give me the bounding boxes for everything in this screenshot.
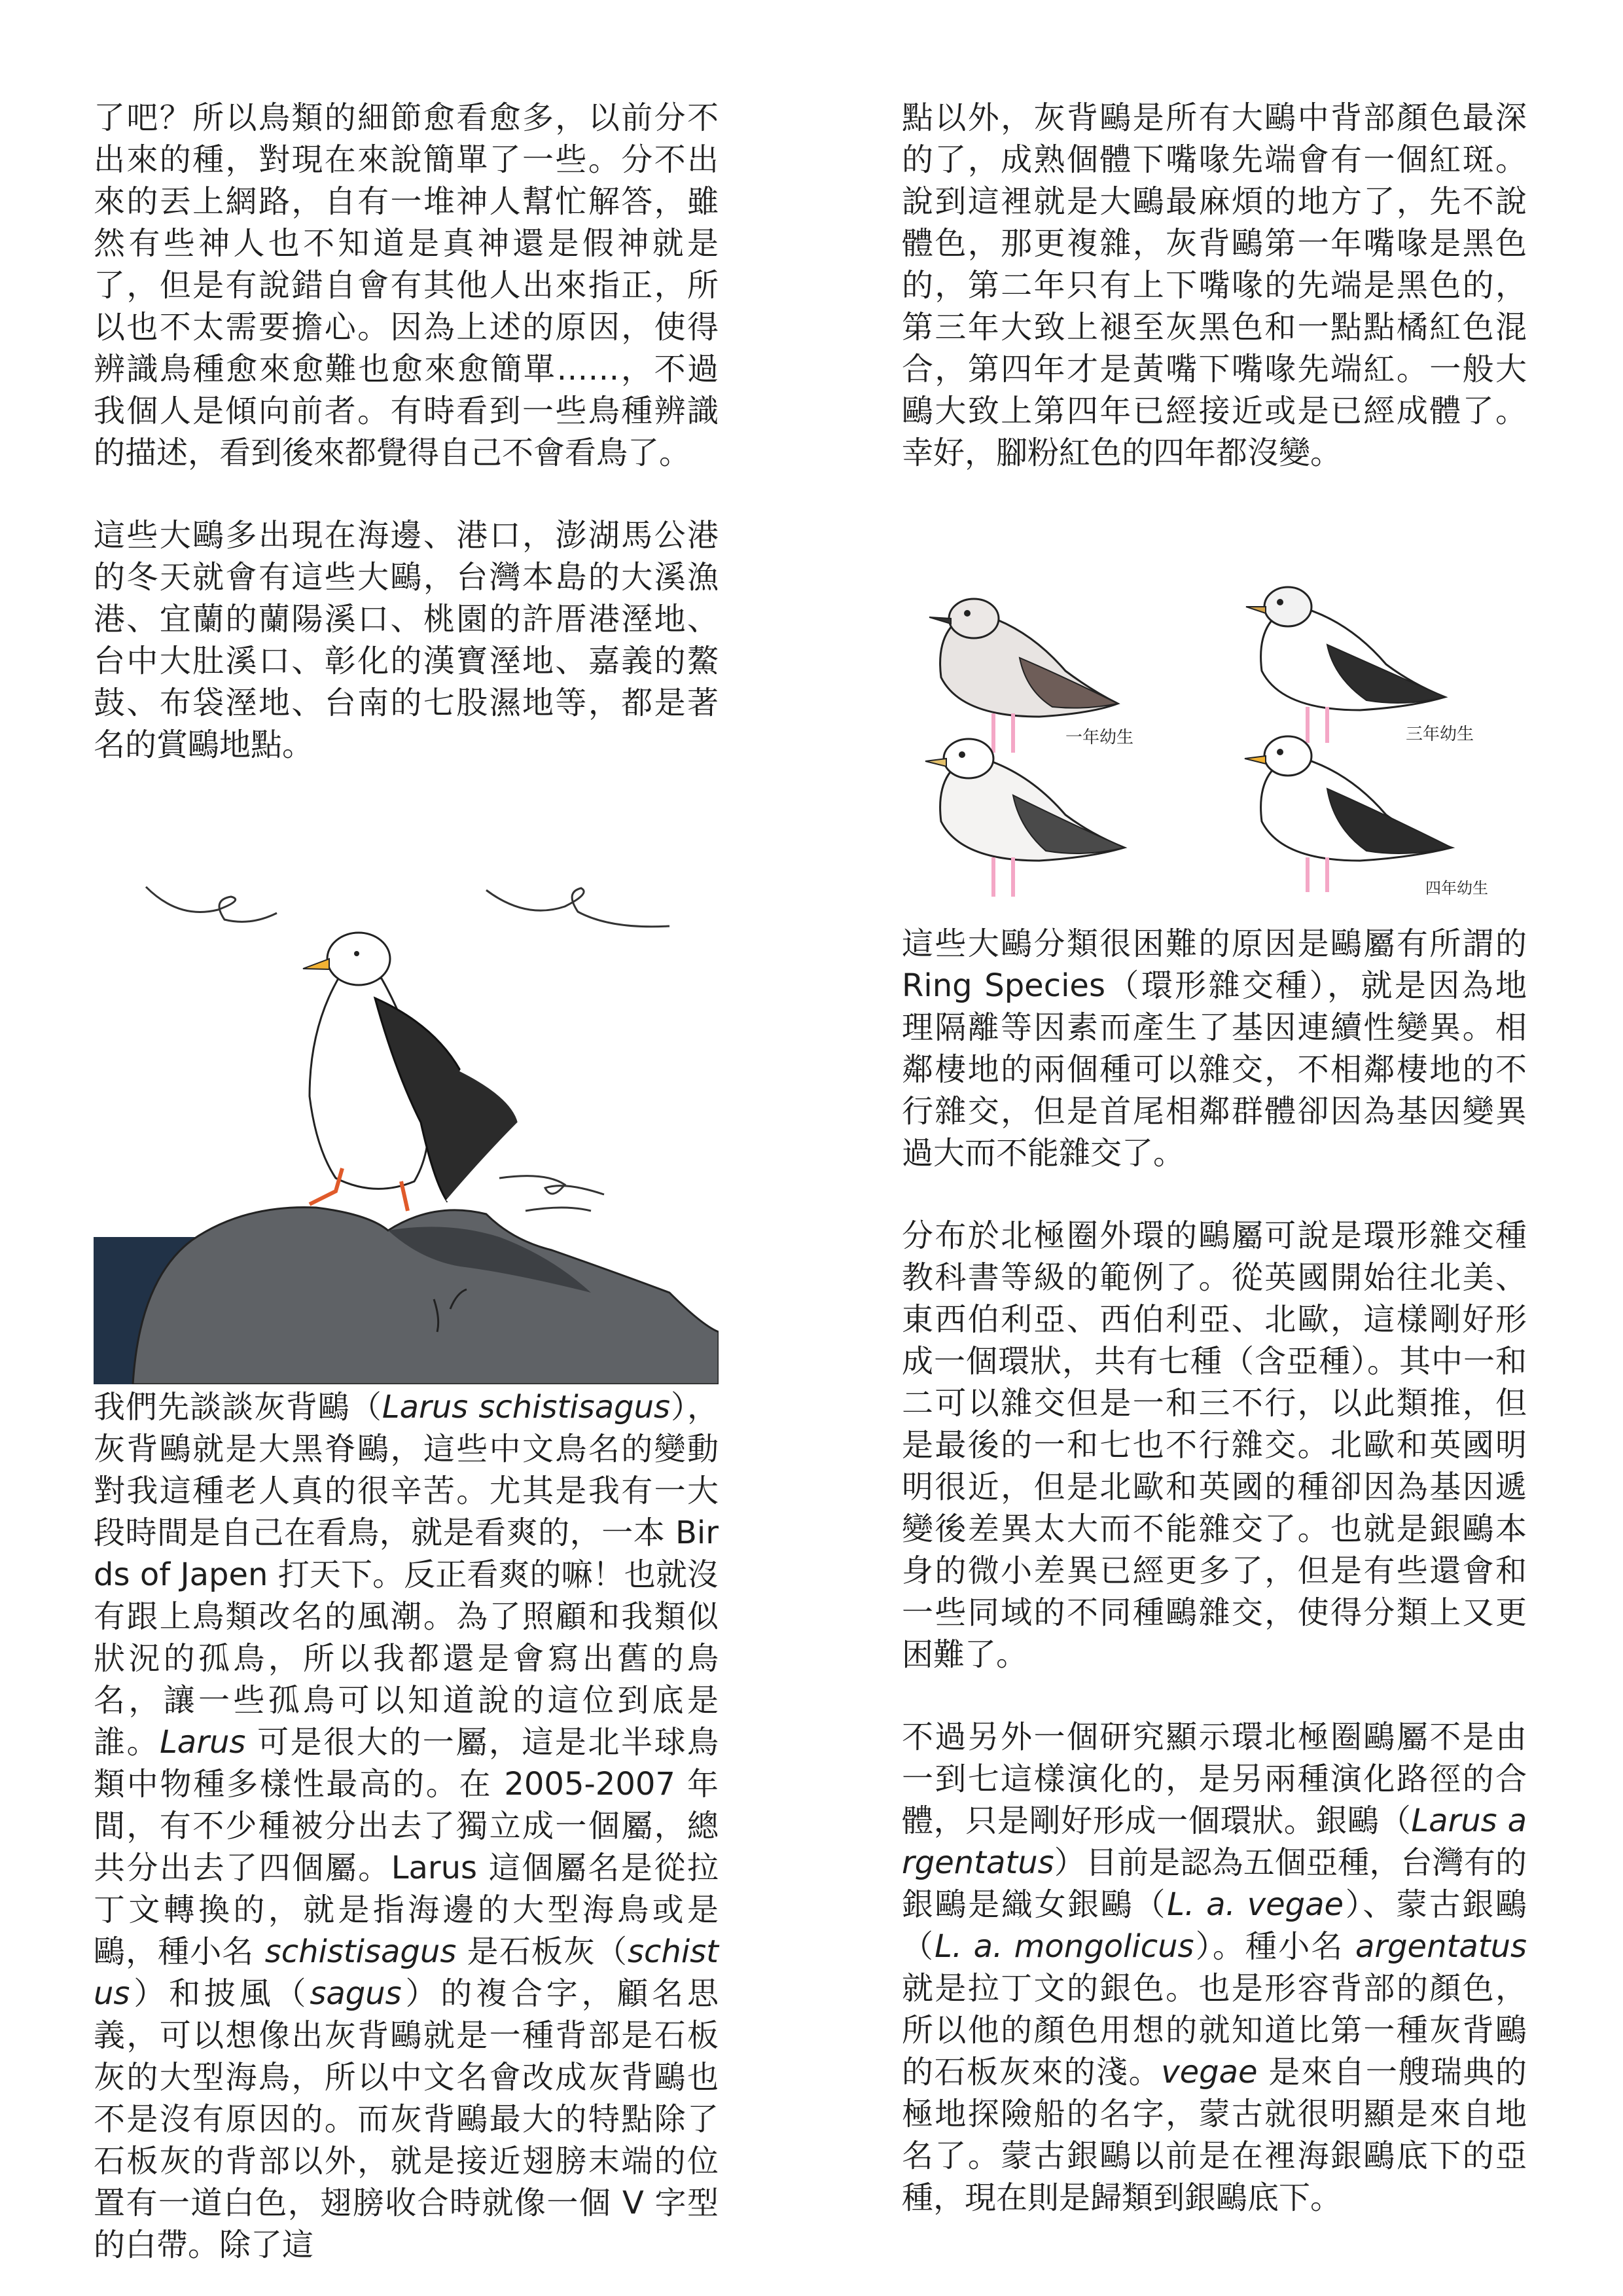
left-column-top xyxy=(94,97,719,766)
label-fourth-year: 四年幼生 xyxy=(1425,879,1488,897)
right-paragraph-2: 這些大鷗分類很困難的原因是鷗屬有所謂的 Ring Species（環形雜交種），就是因為地理隔離等因素而產生了基因連續性變異。相鄰棲地的兩個種可以雜交，不相鄰棲地的不行雜交，但是首尾相鄰群體卻因為基因變異過大而不能雜交了。 xyxy=(902,925,1527,1172)
wind-swirl-4 xyxy=(526,1208,591,1211)
gull-eye xyxy=(354,951,359,956)
wind-swirl-3 xyxy=(499,1176,604,1194)
label-first-year: 一年幼生 xyxy=(1065,728,1134,747)
left-column-bottom xyxy=(94,1386,719,2266)
right-column-top xyxy=(902,97,1527,474)
gull-head xyxy=(327,933,390,985)
juvenile-gulls-illustration xyxy=(902,553,1527,906)
gull-second-year xyxy=(925,739,1124,897)
gull-on-rock-illustration xyxy=(94,874,719,1384)
left-paragraph-2: 這些大鷗多出現在海邊、港口，澎湖馬公港的冬天就會有這些大鷗，台灣本島的大溪漁港、宜蘭的蘭陽溪口、桃園的許厝港溼地、台中大肚溪口、彰化的漢寶溼地、嘉義的鰲鼓、布袋溼地、台南的七股濕地等，都是著名的賞鷗地點。 xyxy=(94,517,719,763)
right-paragraph-3: 分布於北極圈外環的鷗屬可說是環形雜交種教科書等級的範例了。從英國開始往北美、東西伯利亞、西伯利亞、北歐，這樣剛好形成一個環狀，共有七種（含亞種）。其中一和二可以雜交但是一和三不行，以此類推，但是最後的一和七也不行雜交。北歐和英國明明很近，但是北歐和英國的種卻因為基因遞變後差異太大而不能雜交了。也就是銀鷗本身的微小差異已經更多了，但是有些還會和一些同域的不同種鷗雜交，使得分類上又更困難了。 xyxy=(902,1217,1527,1673)
wind-swirl-2 xyxy=(486,888,669,927)
right-paragraph-1: 點以外，灰背鷗是所有大鷗中背部顏色最深的了，成熟個體下嘴喙先端會有一個紅斑。說到這裡就是大鷗最麻煩的地方了，先不說體色，那更複雜，灰背鷗第一年嘴喙是黑色的，第二年只有上下嘴喙的先端是黑色的，第三年大致上褪至灰黑色和一點點橘紅色混合，第四年才是黃嘴下嘴喙先端紅。一般大鷗大致上第四年已經接近或是已經成體了。幸好，腳粉紅色的四年都沒變。 xyxy=(902,99,1527,471)
left-paragraph-1: 了吧？所以鳥類的細節愈看愈多，以前分不出來的種，對現在來說簡單了一些。分不出來的丟上網路，自有一堆神人幫忙解答，雖然有些神人也不知道是真神還是假神就是了，但是有說錯自會有其他人出來指正，所以也不太需要擔心。因為上述的原因，使得辨識鳥種愈來愈難也愈來愈簡單……，不過我個人是傾向前者。有時看到一些鳥種辨識的描述，看到後來都覺得自己不會看鳥了。 xyxy=(94,99,719,471)
label-third-year: 三年幼生 xyxy=(1406,725,1474,744)
gull-third-year xyxy=(1246,587,1445,743)
left-paragraph-3: 我們先談談灰背鷗（Larus schistisagus），灰背鷗就是大黑脊鷗，這些中文鳥名的變動對我這種老人真的很辛苦。尤其是我有一大段時間是自己在看鳥，就是看爽的，一本 Birds of Japen 打天下。反正看爽的嘛！也就沒有跟上鳥類改名的風潮。為了照顧和我類似狀況的孤鳥，所以我都還是會寫出舊的鳥名，讓一些孤鳥可以知道說的這位到底是誰。Larus 可是很大的一屬，這是北半球鳥類中物種多樣性最高的。在 2005-2007 年間，有不少種被分出去了獨立成一個屬，總共分出去了四個屬。Larus 這個屬名是從拉丁文轉換的，就是指海邊的大型海鳥或是鷗，種小名 schistisagus 是石板灰（schistus）和披風（sagus）的複合字，顧名思義，可以想像出灰背鷗就是一種背部是石板灰的大型海鳥，所以中文名會改成灰背鷗也不是沒有原因的。而灰背鷗最大的特點除了石板灰的背部以外，就是接近翅膀末端的位置有一道白色，翅膀收合時就像一個 V 字型的白帶。除了這 xyxy=(94,1389,719,2263)
gull-fourth-year xyxy=(1245,736,1452,892)
wind-swirl-1 xyxy=(146,887,277,922)
right-column-bottom xyxy=(902,923,1527,2219)
gull-beak xyxy=(303,959,329,969)
right-paragraph-4: 不過另外一個研究顯示環北極圈鷗屬不是由一到七這樣演化的，是另兩種演化路徑的合體，只是剛好形成一個環狀。銀鷗（Larus argentatus）目前是認為五個亞種，台灣有的銀鷗是織女銀鷗（L. a. vegae）、蒙古銀鷗（L. a. mongolicus）。種小名 argentatus 就是拉丁文的銀色。也是形容背部的顏色，所以他的顏色用想的就知道比第一種灰背鷗的石板灰來的淺。vegae 是來自一艘瑞典的極地探險船的名字，蒙古就很明顯是來自地名了。蒙古銀鷗以前是在裡海銀鷗底下的亞種，現在則是歸類到銀鷗底下。 xyxy=(902,1719,1527,2216)
